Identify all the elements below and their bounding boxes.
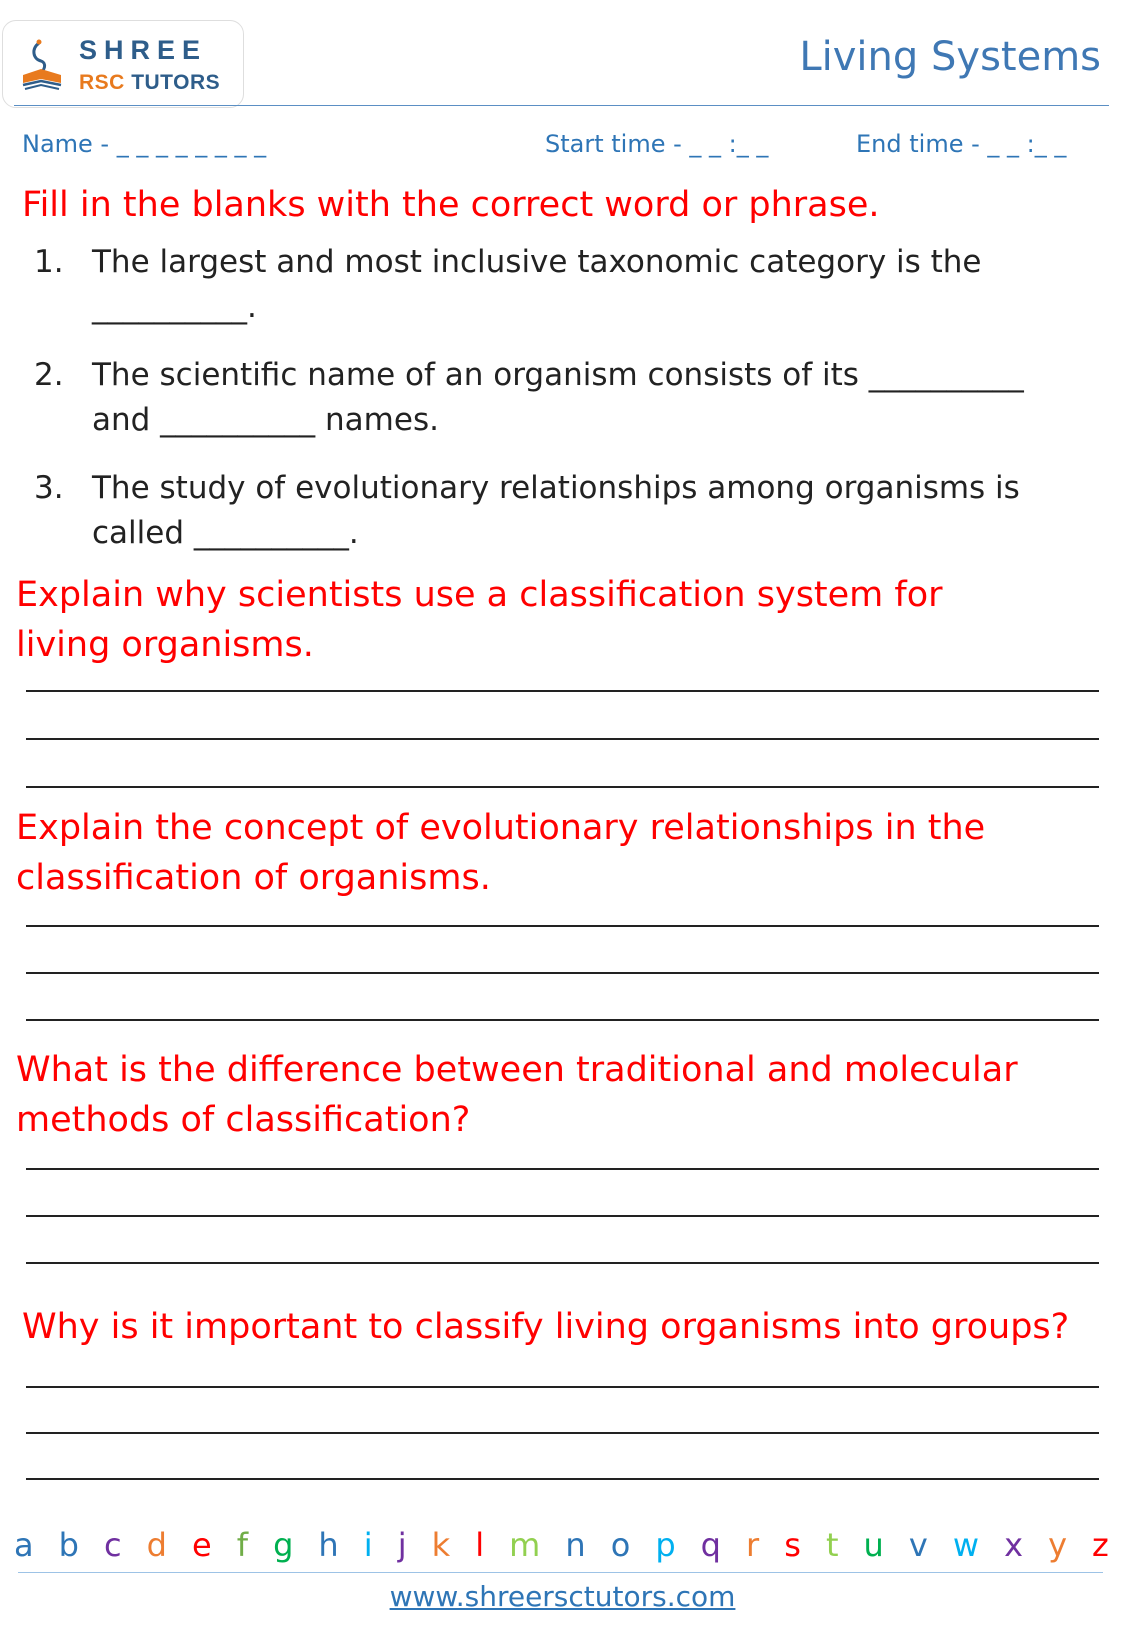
alphabet-letter: v bbox=[908, 1526, 928, 1564]
logo-text-rsc-tutors bbox=[79, 71, 220, 95]
alphabet-letter: q bbox=[700, 1526, 721, 1564]
alphabet-letter: x bbox=[1004, 1526, 1024, 1564]
answer-line bbox=[26, 925, 1099, 927]
list-item bbox=[28, 466, 1058, 556]
alphabet-letter: d bbox=[146, 1526, 167, 1564]
alphabet-letter: u bbox=[863, 1526, 884, 1564]
footer-divider bbox=[18, 1572, 1103, 1573]
question-traditional-vs-molecular: What is the difference between traditional and molecular methods of classification? bbox=[16, 1050, 1018, 1140]
alphabet-letter: t bbox=[825, 1526, 839, 1564]
list-item bbox=[28, 240, 1058, 330]
logo-text-rsc: RSC bbox=[79, 71, 125, 94]
alphabet-letter: w bbox=[952, 1526, 980, 1564]
question-number: 2. bbox=[34, 357, 64, 393]
alphabet-letter: a bbox=[14, 1526, 34, 1564]
question-text: The largest and most inclusive taxonomic category is the __________. bbox=[92, 244, 982, 325]
list-item bbox=[28, 353, 1058, 443]
answer-line bbox=[26, 1478, 1099, 1480]
alphabet-letter: p bbox=[655, 1526, 676, 1564]
fill-blanks-instruction: Fill in the blanks with the correct word or phrase. bbox=[22, 185, 880, 225]
name-field: Name - _ _ _ _ _ _ _ _ bbox=[22, 130, 267, 158]
question-text: The study of evolutionary relationships among organisms is called __________. bbox=[92, 470, 1020, 551]
answer-line bbox=[26, 1432, 1099, 1434]
logo-emblem-icon bbox=[21, 39, 63, 91]
answer-line bbox=[26, 1262, 1099, 1264]
logo bbox=[2, 20, 244, 108]
alphabet-letter: g bbox=[273, 1526, 294, 1564]
alphabet-letter: l bbox=[475, 1526, 485, 1564]
alphabet-letter: i bbox=[363, 1526, 373, 1564]
answer-line bbox=[26, 690, 1099, 692]
alphabet-letter: j bbox=[397, 1526, 407, 1564]
answer-line bbox=[26, 786, 1099, 788]
alphabet-letter: y bbox=[1048, 1526, 1067, 1564]
question-text: The scientific name of an organism consists of its __________ and __________ names. bbox=[92, 357, 1024, 438]
website-link[interactable]: www.shreersctutors.com bbox=[389, 1580, 736, 1613]
end-time-field: End time - _ _ :_ _ bbox=[856, 130, 1067, 158]
page-title: Living Systems bbox=[799, 34, 1101, 80]
alphabet-letter: b bbox=[58, 1526, 79, 1564]
question-importance: Why is it important to classify living organisms into groups? bbox=[22, 1307, 1070, 1347]
alphabet-letter: z bbox=[1092, 1526, 1109, 1564]
answer-line bbox=[26, 1386, 1099, 1388]
question-evolutionary-relationships: Explain the concept of evolutionary relationships in the classification of organisms. bbox=[16, 808, 986, 898]
question-number: 1. bbox=[34, 244, 64, 280]
answer-line bbox=[26, 738, 1099, 740]
alphabet-letter: c bbox=[104, 1526, 122, 1564]
alphabet-letter: s bbox=[784, 1526, 801, 1564]
fill-blanks-list bbox=[28, 240, 1058, 579]
header-divider bbox=[14, 105, 1109, 106]
alphabet-letter: f bbox=[236, 1526, 249, 1564]
answer-line bbox=[26, 1215, 1099, 1217]
answer-line bbox=[26, 1019, 1099, 1021]
question-number: 3. bbox=[34, 470, 64, 506]
alphabet-letter: m bbox=[509, 1526, 541, 1564]
start-time-field: Start time - _ _ :_ _ bbox=[545, 130, 769, 158]
logo-text-shree: SHREE bbox=[79, 35, 208, 65]
logo-text-tutors: TUTORS bbox=[131, 71, 221, 94]
alphabet-letter: o bbox=[610, 1526, 631, 1564]
alphabet-letter: r bbox=[746, 1526, 760, 1564]
alphabet-strip bbox=[14, 1520, 1109, 1570]
alphabet-letter: k bbox=[431, 1526, 451, 1564]
answer-line bbox=[26, 1168, 1099, 1170]
alphabet-letter: n bbox=[565, 1526, 586, 1564]
alphabet-letter: e bbox=[192, 1526, 212, 1564]
question-classification-system: Explain why scientists use a classification system for living organisms. bbox=[16, 575, 943, 665]
alphabet-letter: h bbox=[318, 1526, 339, 1564]
answer-line bbox=[26, 972, 1099, 974]
